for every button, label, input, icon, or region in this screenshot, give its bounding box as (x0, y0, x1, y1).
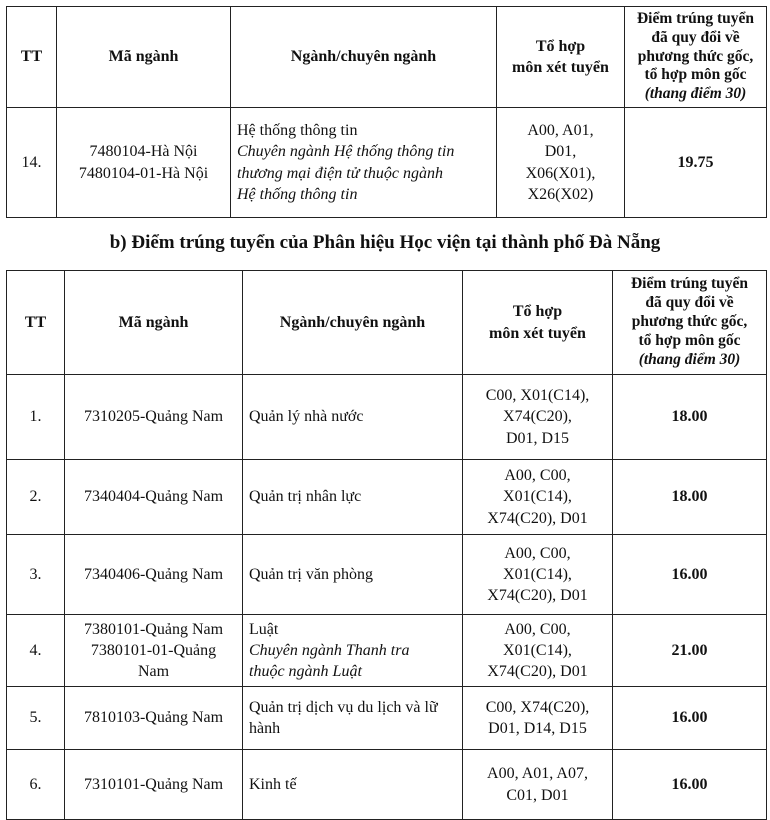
cell-ma-nganh: 7340406-Quảng Nam (65, 535, 243, 615)
cell-to-hop: A00, A01, D01, X06(X01), X26(X02) (497, 108, 625, 218)
cell-diem: 16.00 (613, 535, 767, 615)
header-to-hop: Tổ hợp môn xét tuyển (463, 271, 613, 375)
cell-nganh: Luật Chuyên ngành Thanh tra thuộc ngành Luật (243, 615, 463, 687)
cell-ma-nganh: 7310205-Quảng Nam (65, 375, 243, 460)
cell-tt: 6. (7, 750, 65, 820)
cell-diem: 18.00 (613, 460, 767, 535)
table-row (7, 375, 767, 460)
cell-to-hop: A00, C00, X01(C14), X74(C20), D01 (463, 535, 613, 615)
admission-table-da-nang (6, 270, 767, 820)
header-diem: Điểm trúng tuyển đã quy đổi về phương thức gốc, tổ hợp môn gốc (thang điểm 30) (625, 7, 767, 108)
table-header-row (7, 7, 767, 108)
cell-tt: 5. (7, 687, 65, 750)
cell-to-hop: C00, X74(C20), D01, D14, D15 (463, 687, 613, 750)
header-ma-nganh: Mã ngành (57, 7, 231, 108)
header-tt: TT (7, 7, 57, 108)
cell-tt: 14. (7, 108, 57, 218)
cell-nganh: Quản lý nhà nước (243, 375, 463, 460)
cell-tt: 1. (7, 375, 65, 460)
table-body (7, 375, 767, 820)
cell-ma-nganh: 7810103-Quảng Nam (65, 687, 243, 750)
table-header-row (7, 271, 767, 375)
cell-tt: 2. (7, 460, 65, 535)
cell-diem: 16.00 (613, 687, 767, 750)
table-row (7, 750, 767, 820)
cell-nganh: Kinh tế (243, 750, 463, 820)
cell-nganh: Quản trị dịch vụ du lịch và lữ hành (243, 687, 463, 750)
table-row (7, 615, 767, 687)
cell-ma-nganh: 7480104-Hà Nội 7480104-01-Hà Nội (57, 108, 231, 218)
cell-ma-nganh: 7310101-Quảng Nam (65, 750, 243, 820)
header-diem: Điểm trúng tuyển đã quy đổi về phương thức gốc, tổ hợp môn gốc (thang điểm 30) (613, 271, 767, 375)
cell-tt: 4. (7, 615, 65, 687)
cell-to-hop: A00, C00, X01(C14), X74(C20), D01 (463, 460, 613, 535)
cell-nganh: Quản trị nhân lực (243, 460, 463, 535)
header-nganh: Ngành/chuyên ngành (231, 7, 497, 108)
admission-table-hanoi (6, 6, 767, 218)
cell-to-hop: A00, A01, A07, C01, D01 (463, 750, 613, 820)
header-ma-nganh: Mã ngành (65, 271, 243, 375)
table-row (7, 535, 767, 615)
cell-diem: 18.00 (613, 375, 767, 460)
cell-nganh: Hệ thống thông tin Chuyên ngành Hệ thống thông tin thương mại điện tử thuộc ngành Hệ thống thông tin (231, 108, 497, 218)
cell-nganh: Quản trị văn phòng (243, 535, 463, 615)
header-tt: TT (7, 271, 65, 375)
cell-ma-nganh: 7340404-Quảng Nam (65, 460, 243, 535)
cell-tt: 3. (7, 535, 65, 615)
cell-to-hop: C00, X01(C14), X74(C20), D01, D15 (463, 375, 613, 460)
cell-diem: 19.75 (625, 108, 767, 218)
header-nganh: Ngành/chuyên ngành (243, 271, 463, 375)
cell-diem: 21.00 (613, 615, 767, 687)
section-b-title: b) Điểm trúng tuyển của Phân hiệu Học viện tại thành phố Đà Nẵng (109, 232, 661, 253)
cell-diem: 16.00 (613, 750, 767, 820)
header-to-hop: Tổ hợp môn xét tuyển (497, 7, 625, 108)
cell-ma-nganh: 7380101-Quảng Nam 7380101-01-Quảng Nam (65, 615, 243, 687)
table-row (7, 687, 767, 750)
table-row (7, 460, 767, 535)
cell-to-hop: A00, C00, X01(C14), X74(C20), D01 (463, 615, 613, 687)
table-row (7, 108, 767, 218)
